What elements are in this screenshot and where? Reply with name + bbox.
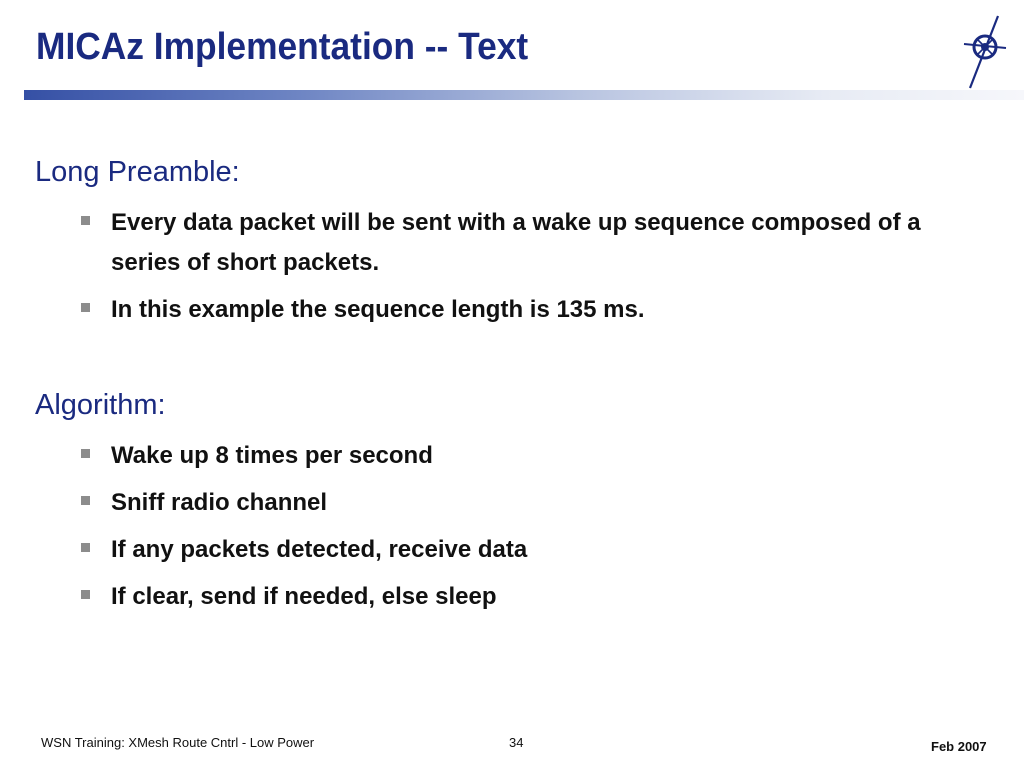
title-divider xyxy=(24,90,1024,100)
footer-date: Feb 2007 xyxy=(931,739,987,754)
bullet-text: Sniff radio channel xyxy=(111,489,328,516)
square-bullet-icon xyxy=(81,590,90,599)
algorithm-bullet-list xyxy=(80,436,940,624)
bullet-item xyxy=(80,290,940,330)
bullet-item xyxy=(80,436,940,476)
square-bullet-icon xyxy=(81,543,90,552)
bullet-text: Every data packet will be sent with a wake up sequence composed of a series of short packets. xyxy=(111,209,921,276)
bullet-item xyxy=(80,530,940,570)
square-bullet-icon xyxy=(81,449,90,458)
bullet-item xyxy=(80,483,940,523)
bullet-item xyxy=(80,203,940,283)
square-bullet-icon xyxy=(81,303,90,312)
compass-icon xyxy=(958,14,1012,90)
section-heading-long-preamble: Long Preamble: xyxy=(35,156,240,188)
footer-course-title: WSN Training: XMesh Route Cntrl - Low Power xyxy=(41,735,315,750)
bullet-text: In this example the sequence length is 135 ms. xyxy=(111,296,645,323)
bullet-text: If clear, send if needed, else sleep xyxy=(111,583,497,610)
long-preamble-bullet-list xyxy=(80,203,940,337)
bullet-text: If any packets detected, receive data xyxy=(111,536,528,563)
square-bullet-icon xyxy=(81,496,90,505)
footer-page-number: 34 xyxy=(509,735,524,750)
square-bullet-icon xyxy=(81,216,90,225)
section-heading-algorithm: Algorithm: xyxy=(35,389,166,421)
bullet-text: Wake up 8 times per second xyxy=(111,442,433,469)
slide-title: MICAz Implementation -- Text xyxy=(36,26,529,68)
bullet-item xyxy=(80,577,940,617)
